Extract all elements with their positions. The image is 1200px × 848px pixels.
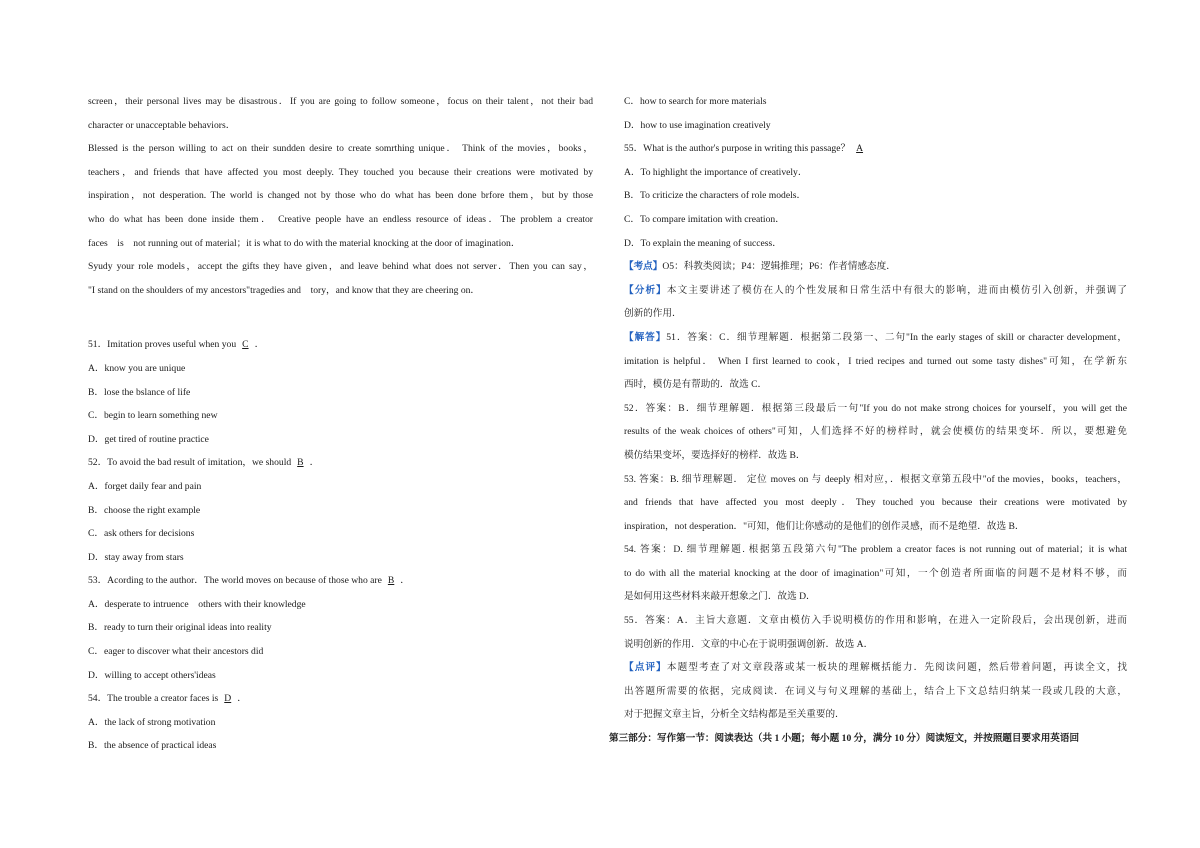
- jieda-line: 55．答案：A．主旨大意题．文章由模仿入手说明模仿的作用和影响，在进入一定阶段后，会出现创新，进而: [624, 615, 1127, 627]
- answer-blank: D: [224, 693, 232, 705]
- jieda-line: 是如何用这些材料来敲开想象之门．故选 D．: [624, 591, 816, 603]
- passage-line: faces is not running out of material；it is what to do with the material knocking at the door of imagination．: [88, 237, 521, 249]
- jieda-line: 模仿结果变坏，要选择好的榜样．故选 B．: [624, 449, 806, 461]
- option: C．To compare imitation with creation．: [624, 213, 785, 225]
- jieda-line: 西时，模仿是有帮助的．故选 C．: [624, 379, 768, 391]
- option: B．ready to turn their original ideas into reality: [88, 622, 272, 634]
- dianping-section: 【点评】本题型考查了对文章段落或某一板块的理解概括能力．先阅读问题，然后带着问题，再读全文，找 出答题所需要的依据，完成阅读．在词义与句义理解的基础上，结合上下文总结归纳某一段或几段的大意， 对于把握文章主旨，分析全文结构都是至关重要的．: [624, 656, 1127, 727]
- answer-blank: C: [242, 339, 249, 351]
- option: A．forget daily fear and pain: [88, 480, 202, 492]
- dianping-line: 出答题所需要的依据，完成阅读．在词义与句义理解的基础上，结合上下文总结归纳某一段或几段的大意，: [624, 685, 1127, 697]
- question-51: [88, 333, 593, 451]
- jieda-line: 52．答案：B．细节理解题．根据第三段最后一句"If you do not make strong choices for yourself，you will get the: [624, 402, 1127, 414]
- option: B．the absence of practical ideas: [88, 740, 217, 752]
- jieda-section: 【解答】51．答案：C．细节理解题．根据第二段第一、二句"In the early stages of skill or character development， imitation is helpful． When I first learned to cook，I tried recipes and turned out some tasty dishes"可知，在学新东 西时，模仿是有帮助的．故选 C． 52．答案：B．细节理解题．根据第三段最后一句"If you do not make strong choices for yourself，you will get the results of the weak choices of others"可知，人们选择不好的榜样时，就会使模仿的结果变坏．所以，要想避免 模仿结果变坏，要选择好的榜样．故选 B． 53. 答案：B. 细节理解题． 定位 moves on 与 deeply 相对应，．根据文章第五段中"of the movies，books，teachers， and friends that have affected you most deeply．They touched you because their creations were motivated by inspiration，not desperation．"可知，他们让你感动的是他们的创作灵感，而不是绝望．故选 B． 54. 答案：D. 细节理解题. 根据第五段第六句"The problem a creator faces is not running out of material；it is what to do with all the material knocking at the door of imagination"可知，一个创造者所面临的问题不是材料不够，而 是如何用这些材料来敲开想象之门．故选 D． 55．答案：A．主旨大意题．文章由模仿入手说明模仿的作用和影响，在进入一定阶段后，会出现创新，进而 说明创新的作用．文章的中心在于说明强调创新．故选 A．: [624, 326, 1127, 656]
- option: D．stay away from stars: [88, 551, 184, 563]
- passage-line: "I stand on the shoulders of my ancestors"tragedies and tory，and know that they are cheering on．: [88, 284, 481, 296]
- jieda-tag: 【解答】: [624, 331, 667, 343]
- question-55: [624, 137, 1127, 255]
- jieda-line: 54. 答案：D. 细节理解题. 根据第五段第六句"The problem a creator faces is not running out of material；it is what: [624, 544, 1127, 556]
- jieda-line: to do with all the material knocking at the door of imagination"可知，一个创造者所面临的问题不是材料不够，而: [624, 567, 1127, 579]
- kaodian-tag: 【考点】: [624, 261, 663, 273]
- section-heading: 第三部分：写作第一节：阅读表达（共 1 小题；每小题 10 分，满分 10 分）阅读短文，并按照题目要求用英语回: [609, 733, 1080, 745]
- option: B．lose the bslance of life: [88, 386, 191, 398]
- option: A．desperate to intruence others with their knowledge: [88, 598, 306, 610]
- left-column: [88, 90, 593, 758]
- passage-line: Syudy your role models，accept the gifts they have given，and leave behind what does not server．Then you can say，: [88, 261, 593, 273]
- passage-line: inspiration，not desperation. The world is changed not by those who do what has been done brfore them，but by those: [88, 190, 593, 202]
- fenxi-tag: 【分析】: [624, 284, 667, 296]
- jieda-line: imitation is helpful． When I first learned to cook，I tried recipes and turned out some tasty dishes"可知，在学新东: [624, 355, 1127, 367]
- answer-blank: B: [297, 457, 304, 469]
- jieda-line: and friends that have affected you most deeply．They touched you because their creations were motivated by: [624, 497, 1127, 509]
- option: C．begin to learn something new: [88, 410, 218, 422]
- question-stem: 53．Acording to the author．The world moves on because of those who are B ．: [88, 575, 410, 587]
- right-column: [609, 90, 1128, 751]
- answer-blank: A: [856, 143, 864, 155]
- passage-line: Blessed is the person willing to act on their sundden desire to create somrthing unique． Think of the movies，books，: [88, 143, 593, 155]
- dianping-tag: 【点评】: [624, 662, 667, 674]
- option: D．how to use imagination creatively: [624, 119, 771, 131]
- option: A．know you are unique: [88, 362, 186, 374]
- option: C．ask others for decisions: [88, 528, 195, 540]
- jieda-line: 53. 答案：B. 细节理解题． 定位 moves on 与 deeply 相对应，．根据文章第五段中"of the movies，books，teachers，: [624, 473, 1127, 485]
- jieda-line: inspiration，not desperation．"可知，他们让你感动的是他们的创作灵感，而不是绝望．故选 B．: [624, 520, 1025, 532]
- question-stem: 52．To avoid the bad result of imitation，we should B ．: [88, 457, 320, 469]
- question-stem: 51．Imitation proves useful when you C ．: [88, 339, 265, 351]
- question-stem: 54．The trouble a creator faces is D ．: [88, 693, 247, 705]
- question-54: [88, 687, 593, 758]
- answer-blank: B: [387, 575, 395, 587]
- passage-line: who do what has been done inside them． Creative people have an endless resource of ideas．The problem a creator: [88, 213, 593, 225]
- option: D．To explain the meaning of success．: [624, 237, 782, 249]
- fenxi-section: 【分析】本文主要讲述了模仿在人的个性发展和日常生活中有很大的影响，进而由模仿引入创新，并强调了 创新的作用．: [624, 284, 1128, 320]
- option: D．willing to accept others'ideas: [88, 669, 216, 681]
- option: A．To highlight the importance of creatively．: [624, 166, 808, 178]
- passage-line: teachers，and friends that have affected you most deeply. They touched you because their creations were motivated by: [88, 166, 593, 178]
- option: C．how to search for more materials: [624, 96, 767, 107]
- dianping-line: 对于把握文章主旨，分析全文结构都是至关重要的．: [624, 709, 845, 721]
- jieda-line: results of the weak choices of others"可知，人们选择不好的榜样时，就会使模仿的结果变坏．所以，要想避免: [624, 426, 1127, 438]
- option: A．the lack of strong motivation: [88, 716, 216, 728]
- question-53: [88, 569, 593, 687]
- kaodian-section: 【考点】O5：科教类阅读；P4：逻辑推理；P6：作者情感态度．: [624, 261, 896, 273]
- passage-line: screen，their personal lives may be disastrous．If you are going to follow someone，focus on their talent，not their bad: [88, 96, 593, 107]
- question-52: [88, 451, 593, 569]
- option: B．To criticize the characters of role models．: [624, 190, 807, 202]
- passage-line: character or unacceptable behaviors．: [88, 119, 236, 131]
- option: D．get tired of routine practice: [88, 433, 209, 445]
- option: B．choose the right example: [88, 504, 201, 516]
- passage: [88, 90, 593, 302]
- question-stem: 55．What is the author's purpose in writing this passage？ A: [624, 137, 1127, 161]
- option: C．eager to discover what their ancestors did: [88, 646, 264, 658]
- jieda-line: 说明创新的作用．文章的中心在于说明强调创新．故选 A．: [624, 638, 874, 650]
